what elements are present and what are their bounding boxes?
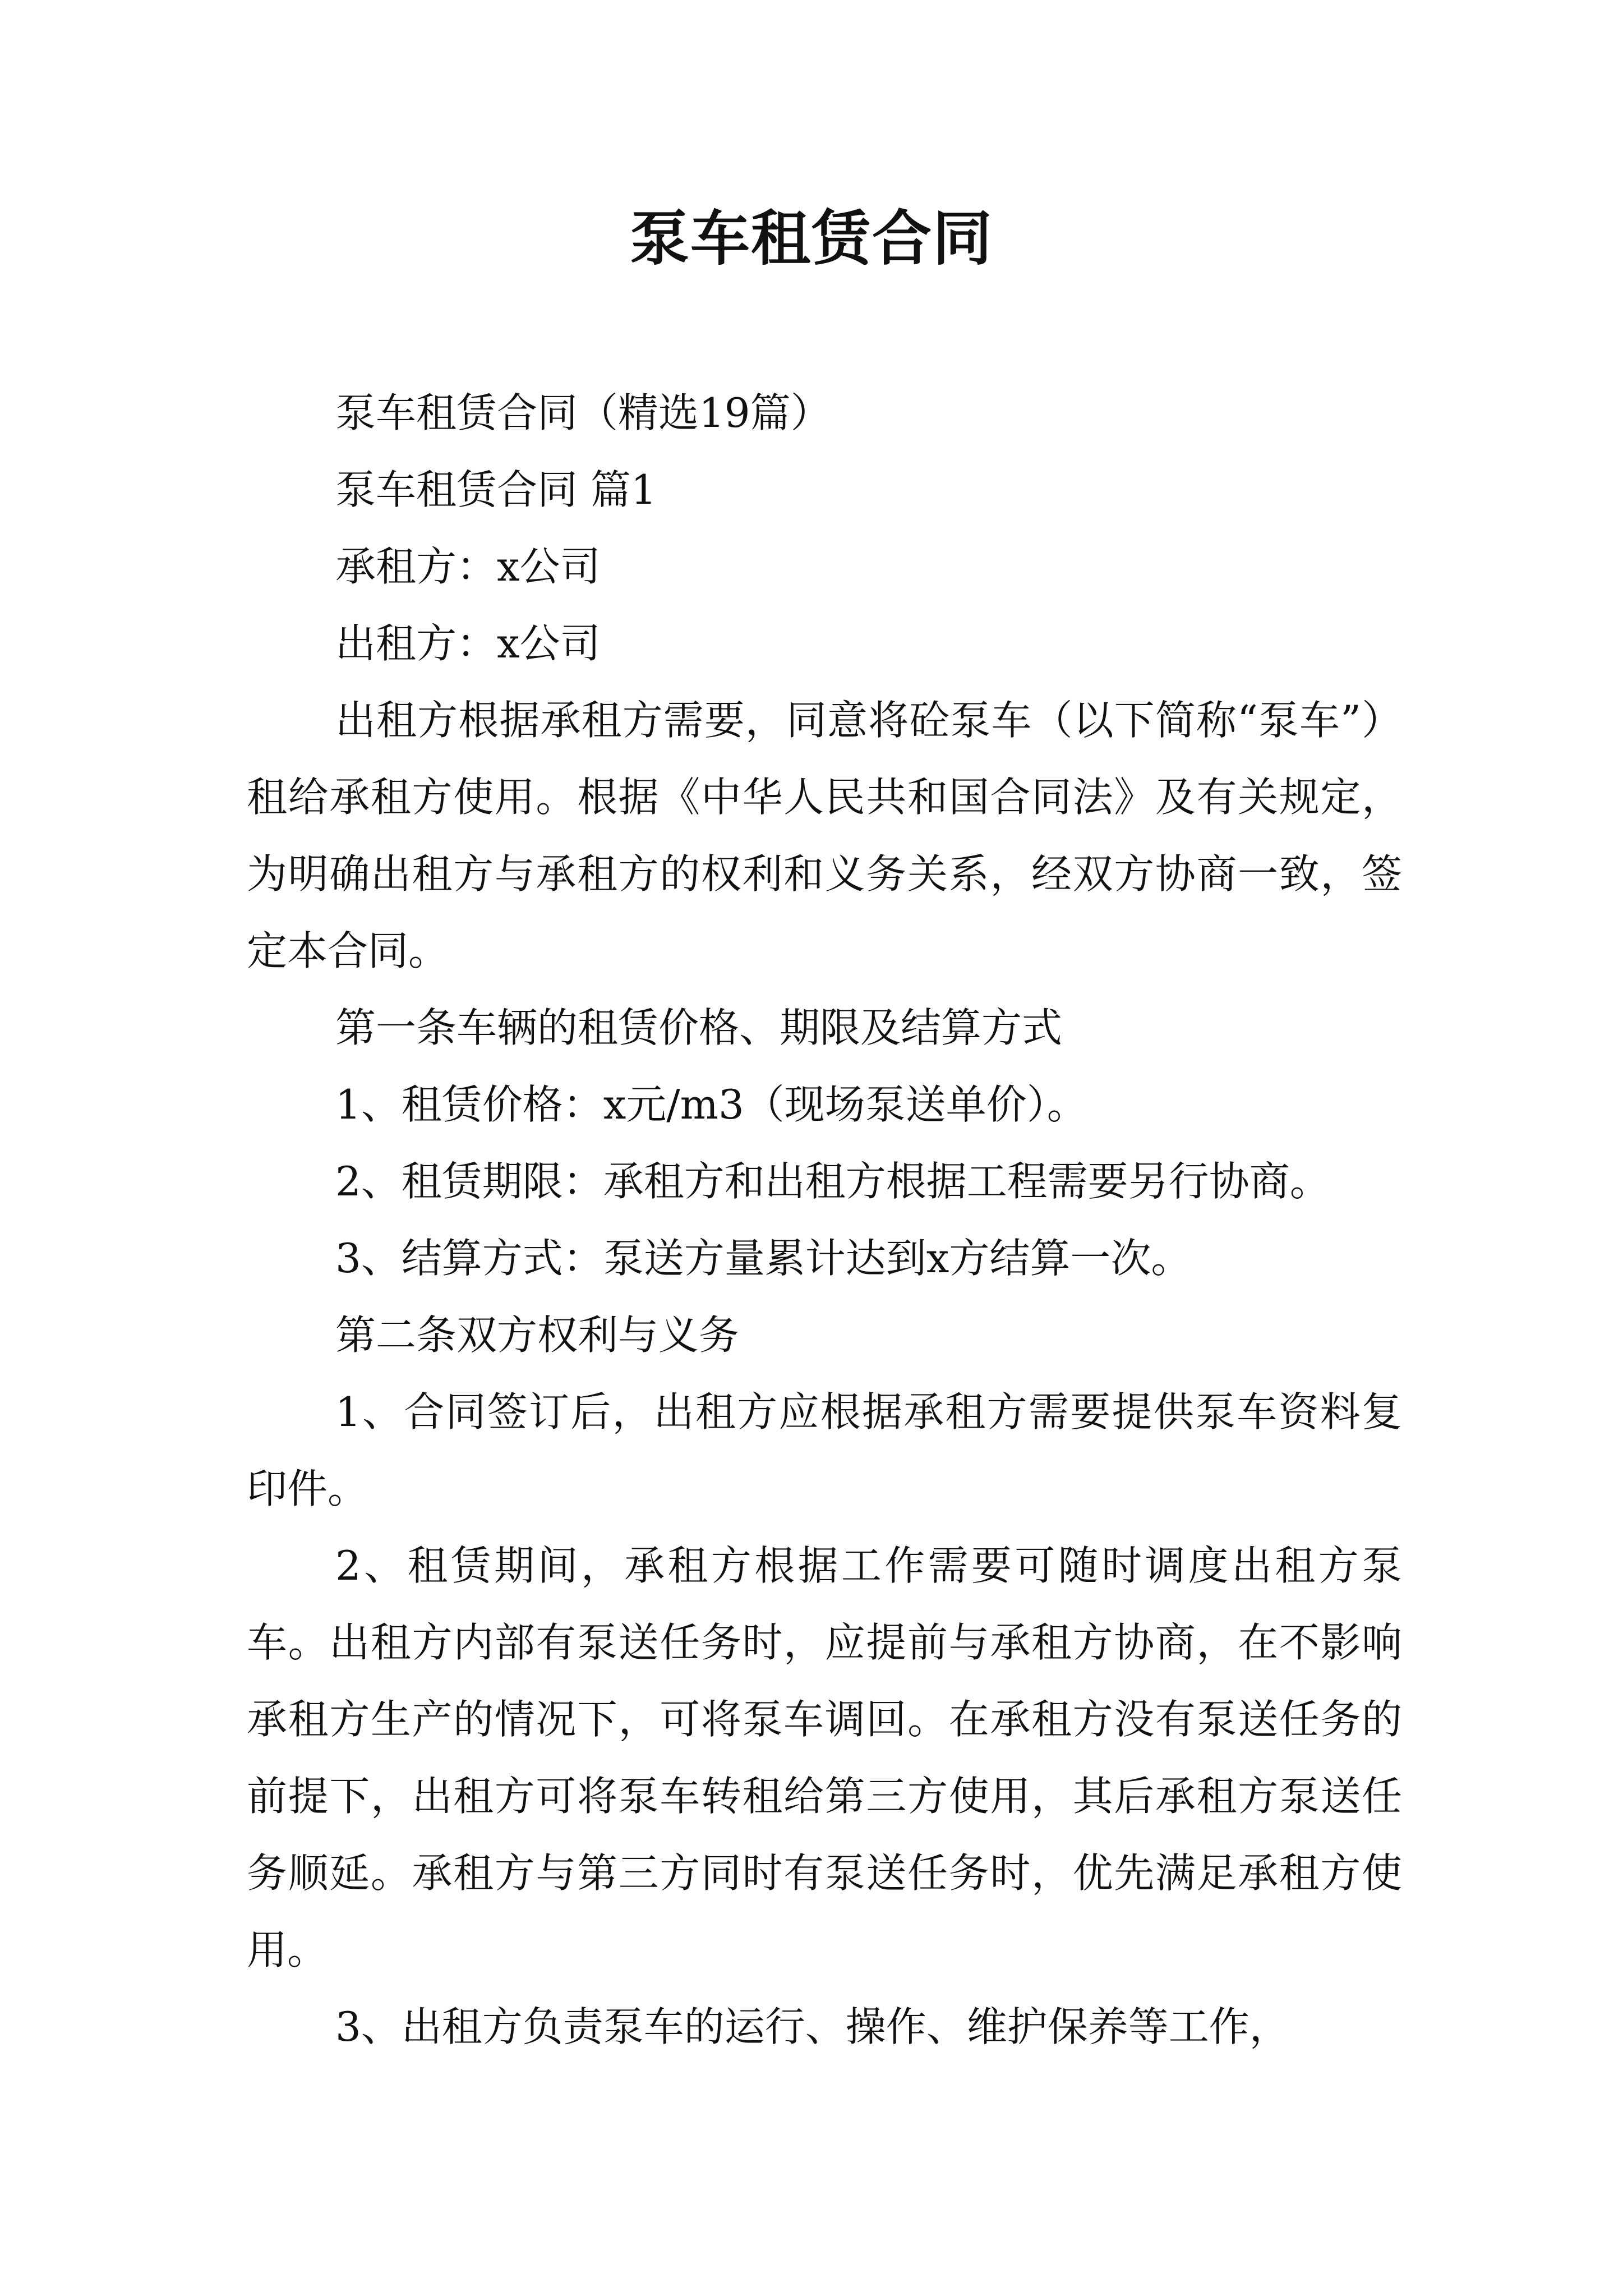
paragraph-article-2: 第二条双方权利与义务 xyxy=(335,1312,740,1359)
paragraph-clause-1: 1、合同签订后，出租方应根据承租方需要提供泵车资料复印件。 xyxy=(247,1388,1402,1512)
paragraph-clause-2: 2、租赁期间，承租方根据工作需要可随时调度出租方泵车。出租方内部有泵送任务时，应提前与承租方协商，在不影响承租方生产的情况下，可将泵车调回。在承租方没有泵送任务的前提下，出租方可将泵车转租给第三方使用，其后承租方泵送任务顺延。承租方与第三方同时有泵送任务时，优先满足承租方使用。 xyxy=(247,1542,1402,1973)
paragraph-rental-price: 1、租赁价格：x元/m3（现场泵送单价）。 xyxy=(335,1081,1087,1128)
paragraph-settlement: 3、结算方式：泵送方量累计达到x方结算一次。 xyxy=(335,1235,1192,1282)
paragraph-section-heading: 泵车租赁合同 篇1 xyxy=(335,466,657,513)
paragraph-subtitle: 泵车租赁合同（精选19篇） xyxy=(335,389,831,436)
paragraph-lessor: 出租方：x公司 xyxy=(335,620,601,667)
document-title: 泵车租赁合同 xyxy=(630,203,993,273)
paragraph-lessee: 承租方：x公司 xyxy=(335,543,601,590)
document-body xyxy=(247,375,1402,2065)
paragraph-clause-3: 3、出租方负责泵车的运行、操作、维护保养等工作， xyxy=(335,2003,1290,2050)
paragraph-rental-term: 2、租赁期限：承租方和出租方根据工程需要另行协商。 xyxy=(335,1158,1330,1205)
paragraph-article-1: 第一条车辆的租赁价格、期限及结算方式 xyxy=(335,1004,1063,1051)
paragraph-preamble: 出租方根据承租方需要，同意将砼泵车（以下简称“泵车”）租给承租方使用。根据《中华人民共和国合同法》及有关规定，为明确出租方与承租方的权利和义务关系，经双方协商一致，签定本合同。 xyxy=(247,697,1402,974)
